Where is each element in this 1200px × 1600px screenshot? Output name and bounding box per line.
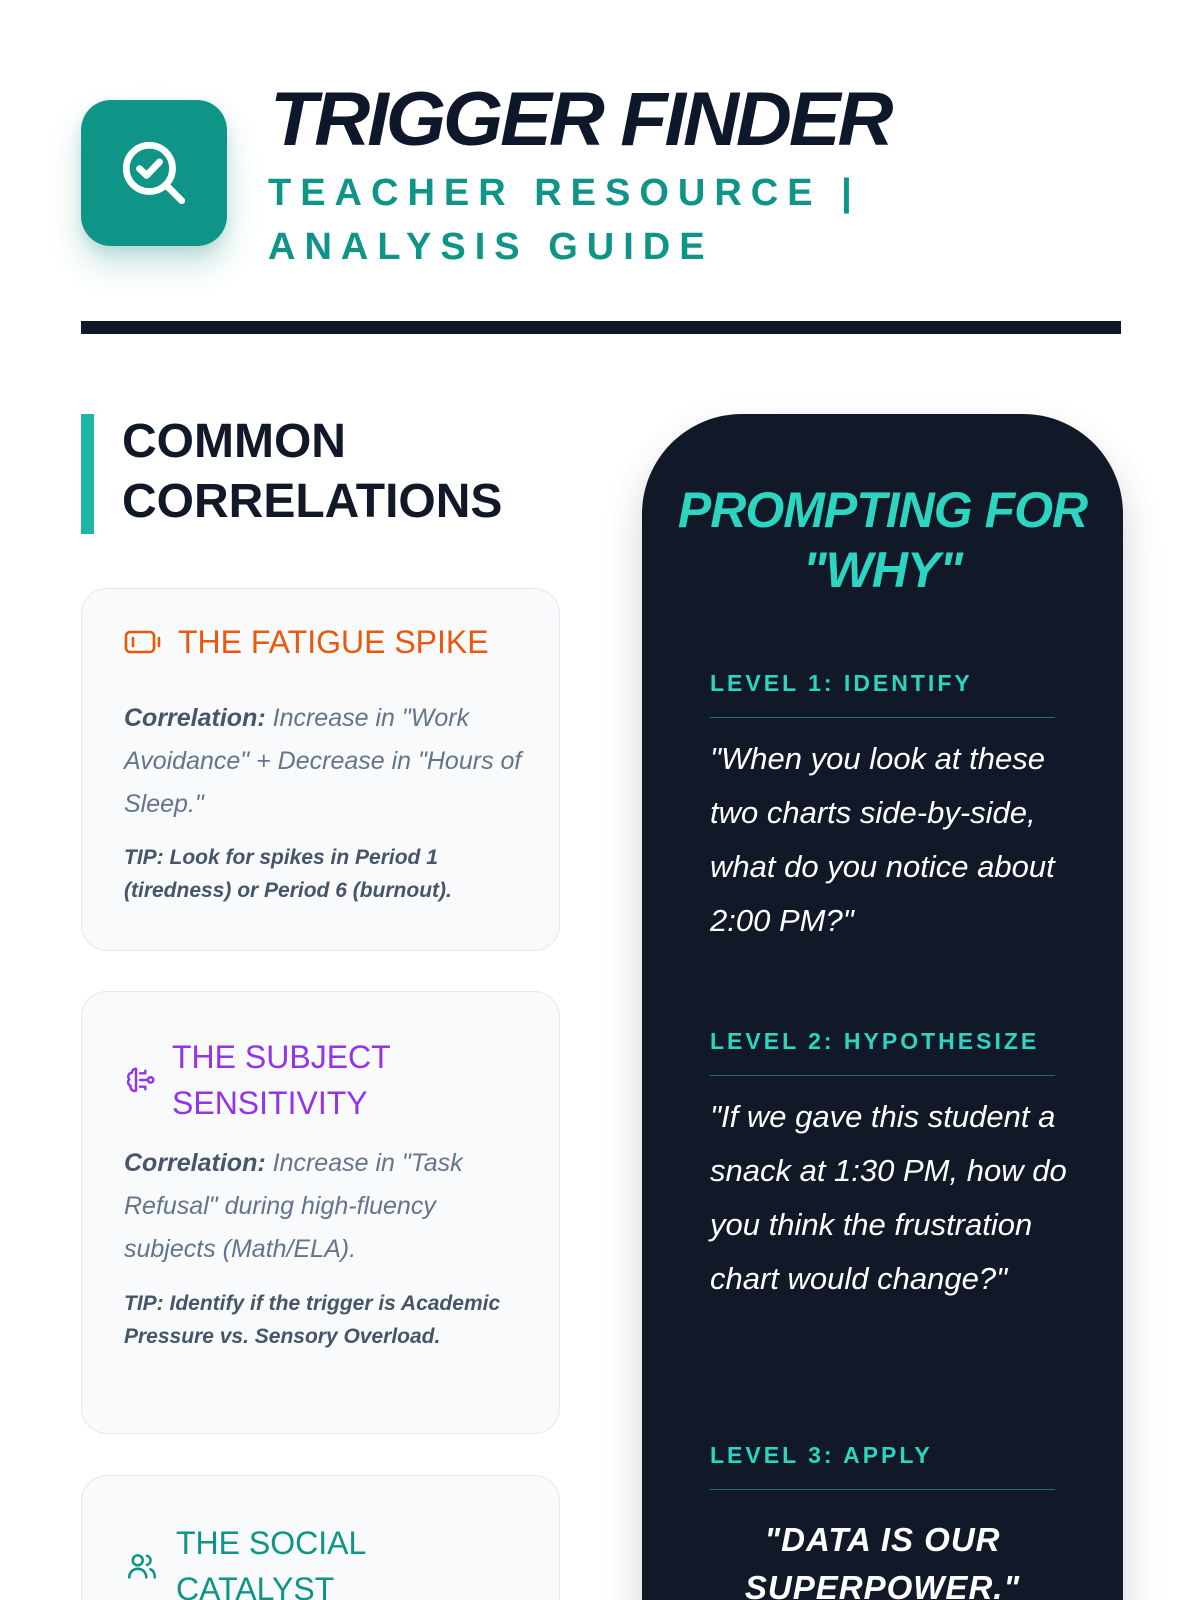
card-title: THE SUBJECT SENSITIVITY <box>172 1039 391 1121</box>
correlation-card <box>81 1475 560 1600</box>
correlation-label: Correlation: <box>124 704 266 732</box>
app-logo <box>81 100 227 246</box>
level-label: LEVEL 3: APPLY <box>710 1442 1055 1490</box>
section-accent-bar <box>81 414 94 534</box>
brain-icon <box>124 1064 156 1096</box>
card-header <box>124 619 489 665</box>
panel-title: PROMPTING FOR "WHY" <box>677 482 1088 598</box>
level-quote: "When you look at these two charts side-by-side, what do you notice about 2:00 PM?" <box>710 741 1055 938</box>
prompting-panel <box>642 414 1123 1600</box>
level-label: LEVEL 2: HYPOTHESIZE <box>710 1028 1055 1076</box>
battery-icon <box>124 629 162 655</box>
page-subtitle: TEACHER RESOURCE | ANALYSIS GUIDE <box>268 172 861 268</box>
card-correlation <box>124 697 524 826</box>
card-header <box>124 1520 396 1600</box>
level-quote: "If we gave this student a snack at 1:30 PM, how do you think the frustration chart would change?" <box>710 1099 1067 1296</box>
level-label: LEVEL 1: IDENTIFY <box>710 670 1055 718</box>
correlation-card <box>81 588 560 951</box>
correlation-card <box>81 991 560 1434</box>
card-title: THE FATIGUE SPIKE <box>178 624 489 660</box>
level-quote: "DATA IS OUR SUPERPOWER." <box>744 1521 1021 1600</box>
header-divider <box>81 321 1121 334</box>
correlation-text: Increase in "Work Avoidance" + Decrease in "Hours of Sleep." <box>124 704 522 818</box>
section-title: COMMON CORRELATIONS <box>122 415 503 528</box>
card-tip: TIP: Look for spikes in Period 1 (tiredness) or Period 6 (burnout). <box>124 846 452 902</box>
page-title: TRIGGER FINDER <box>270 77 891 162</box>
card-title: THE SOCIAL CATALYST <box>176 1525 366 1600</box>
card-tip: TIP: Identify if the trigger is Academic Pressure vs. Sensory Overload. <box>124 1292 501 1348</box>
correlation-label: Correlation: <box>124 1149 266 1177</box>
card-header <box>124 1034 432 1126</box>
search-check-icon <box>117 136 191 210</box>
users-icon <box>124 1549 160 1583</box>
card-correlation <box>124 1142 514 1271</box>
correlation-text: Increase in "Task Refusal" during high-fluency subjects (Math/ELA). <box>124 1149 463 1263</box>
